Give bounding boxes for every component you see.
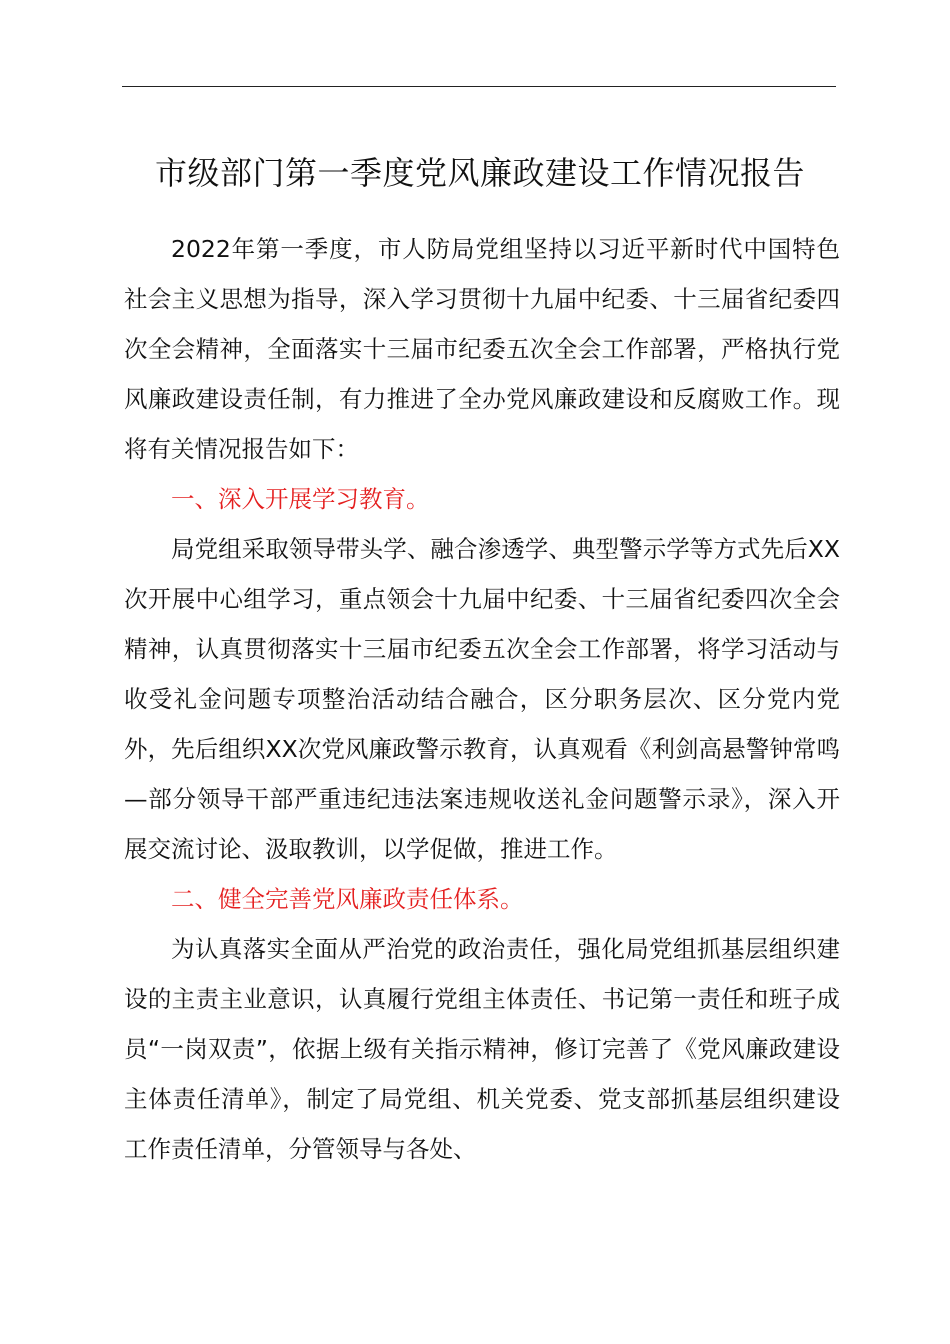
document-title: 市级部门第一季度党风廉政建设工作情况报告 <box>154 154 805 192</box>
intro-paragraph: 2022年第一季度，市人防局党组坚持以习近平新时代中国特色社会主义思想为指导，深入学习贯彻十九届中纪委、十三届省纪委四次全会精神，全面落实十三届市纪委五次全会工作部署，严格执行党风廉政建设责任制，有力推进了全办党风廉政建设和反腐败工作。现将有关情况报告如下： <box>124 235 840 463</box>
document-body <box>124 224 840 1174</box>
section-body-1: 局党组采取领导带头学、融合渗透学、典型警示学等方式先后XX次开展中心组学习，重点领会十九届中纪委、十三届省纪委四次全会精神，认真贯彻落实十三届市纪委五次全会工作部署，将学习活动与收受礼金问题专项整治活动结合融合，区分职务层次、区分党内党外，先后组织XX次党风廉政警示教育，认真观看《利剑高悬警钟常鸣—部分领导干部严重违纪违法案违规收送礼金问题警示录》，深入开展交流讨论、汲取教训，以学促做，推进工作。 <box>124 535 840 863</box>
section-heading-2: 二、健全完善党风廉政责任体系。 <box>171 885 524 913</box>
section-body-2: 为认真落实全面从严治党的政治责任，强化局党组抓基层组织建设的主责主业意识，认真履行党组主体责任、书记第一责任和班子成员“一岗双责”，依据上级有关指示精神，修订完善了《党风廉政建设主体责任清单》，制定了局党组、机关党委、党支部抓基层组织建设工作责任清单，分管领导与各处、 <box>124 935 840 1163</box>
section-heading-1: 一、深入开展学习教育。 <box>171 485 430 513</box>
header-rule <box>122 86 836 87</box>
